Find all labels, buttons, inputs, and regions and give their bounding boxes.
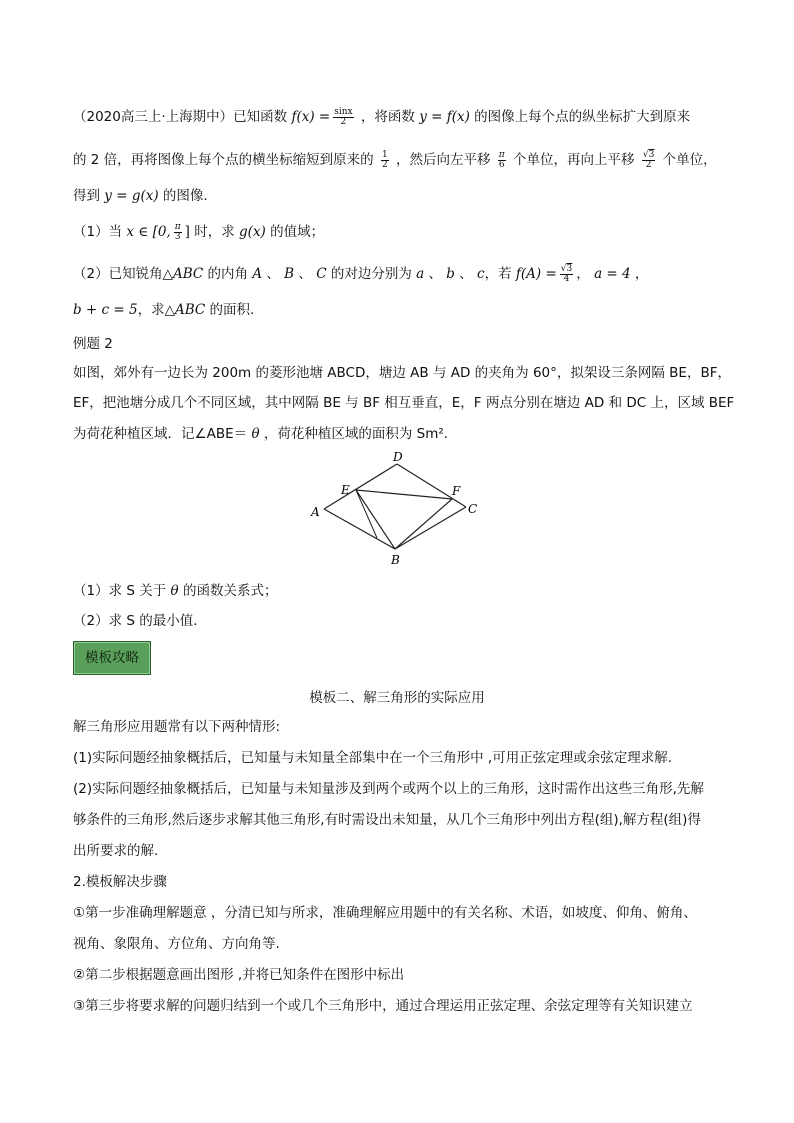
math-fA: f(A) = bbox=[515, 266, 557, 282]
label-E: E bbox=[341, 483, 350, 497]
example2-question1: （1）求 S 关于 θ 的函数关系式； bbox=[73, 583, 278, 599]
problem-source: （2020高三上·上海期中）已知函数 bbox=[73, 109, 288, 125]
fraction-sinx-2: $\frac{\sin x}{2}$ bbox=[334, 106, 353, 127]
label-F: F bbox=[452, 484, 461, 498]
template-step1-line2: 视角、象限角、方位角、方向角等. bbox=[73, 936, 280, 952]
math-y-eq-gx: y = g(x) bbox=[104, 188, 159, 204]
problem1-line1: （2020高三上·上海期中）已知函数 f(x) = $\frac{\sin x}{2}$ ，将函数 y = f(x) 的图像上每个点的纵坐标扩大到原来 bbox=[73, 106, 691, 127]
math-fx: f(x) bbox=[291, 109, 315, 125]
example2-heading: 例题 2 bbox=[73, 336, 113, 352]
math-eq: = bbox=[318, 109, 331, 125]
template-step1-line1: ①第一步准确理解题意 ，分清已知与所求，准确理解应用题中的有关名称、术语，如坡度、仰角、俯角、 bbox=[73, 905, 697, 921]
problem1-question2-line2: b + c = 5，求△ABC 的面积. bbox=[73, 302, 255, 318]
problem1-line3: 得到 y = g(x) 的图像. bbox=[73, 188, 208, 204]
template-strategy-button[interactable]: 模板攻略 bbox=[73, 641, 151, 675]
edge-AD bbox=[324, 464, 397, 509]
example2-text-line2: EF，把池塘分成几个不同区域，其中网隔 BE 与 BF 相互垂直，E，F 两点分别在塘边 AD 和 DC 上，区域 BEF bbox=[73, 395, 735, 411]
rhombus-figure bbox=[300, 450, 500, 570]
segment-EB bbox=[356, 490, 395, 549]
template-intro: 解三角形应用题常有以下两种情形: bbox=[73, 719, 281, 735]
example2-question2: （2）求 S 的最小值． bbox=[73, 613, 207, 629]
problem1-line2: 的 2 倍，再将图像上每个点的横坐标缩短到原来的 $\frac{1}{2}$ ，然后向左平移 $\frac{\pi}{6}$ 个单位，再向上平移 $\frac{√3}{2}$ 个单位， bbox=[73, 149, 717, 170]
example2-text-line1: 如图，郊外有一边长为 200m 的菱形池塘 ABCD，塘边 AB 与 AD 的夹角为 60°，拟架设三条网隔 BE，BF， bbox=[73, 365, 731, 381]
segment-FB bbox=[395, 499, 452, 549]
segment-EF bbox=[356, 490, 452, 499]
template-steps-heading: 2.模板解决步骤 bbox=[73, 874, 167, 890]
problem1-question1: （1）当 x ∈ [0, $\frac{\pi}{3}$ ] 时，求 g(x) 的值域； bbox=[73, 221, 325, 242]
fraction-half: $\frac{1}{2}$ bbox=[381, 149, 388, 170]
math-gx: g(x) bbox=[239, 224, 266, 240]
template-step3: ③第三步将要求解的问题归结到一个或几个三角形中，通过合理运用正弦定理、余弦定理等有关知识建立 bbox=[73, 998, 693, 1014]
label-C: C bbox=[468, 502, 478, 516]
fraction-sqrt3-4: $\frac{√3}{4}$ bbox=[560, 263, 573, 284]
math-x-in-interval: x ∈ [0, bbox=[126, 224, 171, 240]
label-B: B bbox=[391, 553, 400, 567]
edge-BA bbox=[324, 509, 395, 549]
fraction-sqrt3-2: $\frac{√3}{2}$ bbox=[642, 149, 655, 170]
template-case2-line2: 够条件的三角形,然后逐步求解其他三角形,有时需设出未知量，从几个三角形中列出方程(组),解方程(组)得 bbox=[73, 812, 701, 828]
math-y-eq-fx: y = f(x) bbox=[419, 109, 470, 125]
label-A: A bbox=[311, 505, 320, 519]
segment-auxiliary bbox=[356, 490, 377, 538]
fraction-pi-3: $\frac{\pi}{3}$ bbox=[174, 221, 181, 242]
template-case1: (1)实际问题经抽象概括后，已知量与未知量全部集中在一个三角形中 ,可用正弦定理或余弦定理求解. bbox=[73, 750, 672, 766]
fraction-pi-6: $\frac{\pi}{6}$ bbox=[498, 149, 505, 170]
template-step2: ②第二步根据题意画出图形 ,并将已知条件在图形中标出 bbox=[73, 967, 405, 983]
template-case2-line3: 出所要求的解. bbox=[73, 843, 159, 859]
edge-CB bbox=[395, 507, 466, 549]
template-case2-line1: (2)实际问题经抽象概括后，已知量与未知量涉及到两个或两个以上的三角形，这时需作出这些三角形,先解 bbox=[73, 781, 704, 797]
label-D: D bbox=[393, 450, 403, 464]
problem1-question2-line1: （2）已知锐角△ABC 的内角 A 、 B 、 C 的对边分别为 a 、 b 、 c，若 f(A) = $\frac{√3}{4}$ ， a = 4 ， bbox=[73, 263, 649, 284]
template-title: 模板二、解三角形的实际应用 bbox=[309, 690, 485, 706]
example2-text-line3: 为荷花种植区域．记∠ABE＝ θ ，荷花种植区域的面积为 Sm²． bbox=[73, 426, 458, 442]
